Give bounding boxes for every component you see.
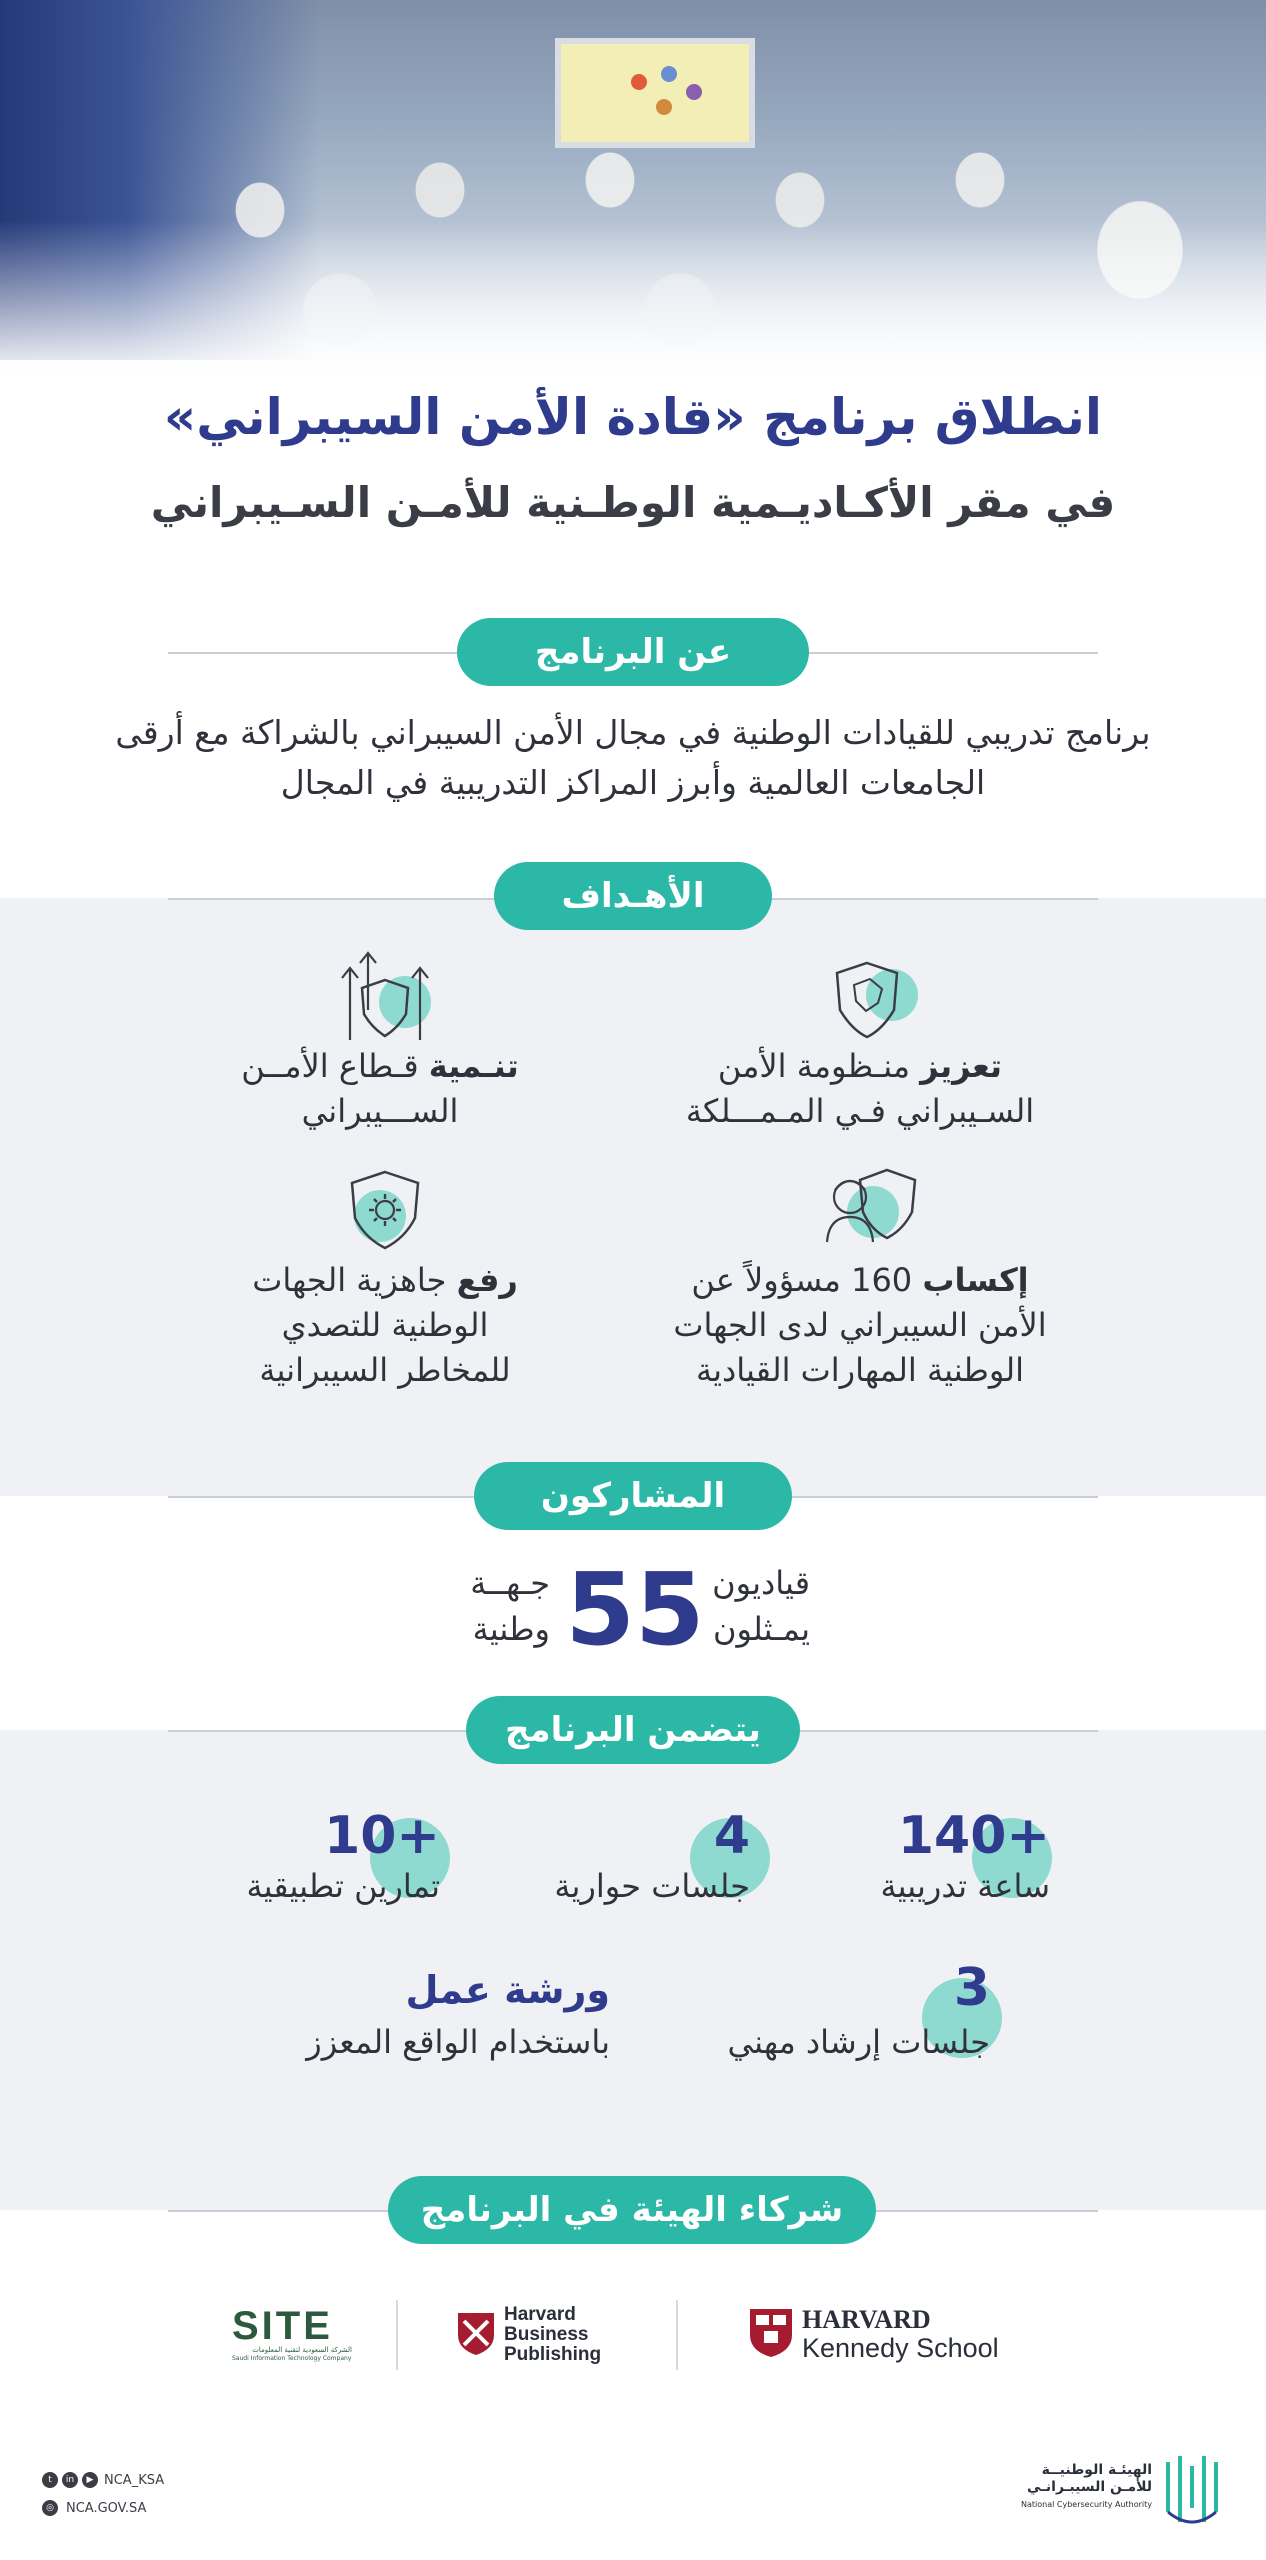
includes-section <box>0 1730 1266 2210</box>
goal-2 <box>190 1044 570 1134</box>
harvard-kennedy-school-logo <box>748 2305 1048 2365</box>
page-subtitle: في مقر الأكـاديـمية الوطـنية للأمـن السـيبراني <box>150 478 1116 527</box>
logo-separator <box>396 2300 398 2370</box>
stat-hours-label: ساعة تدريبية <box>880 1867 1050 1905</box>
hks-line1: HARVARD <box>802 2305 931 2334</box>
stat-dialogues-number: 4 <box>713 1806 750 1866</box>
hks-line2: Kennedy School <box>802 2333 999 2363</box>
shield-growth-arrows-icon <box>330 950 440 1045</box>
linkedin-icon[interactable]: in <box>62 2472 78 2488</box>
about-text <box>60 708 1206 808</box>
goal-3-text3: الوطنية المهارات القيادية <box>695 1351 1025 1389</box>
social-handle[interactable]: NCA_KSA <box>104 2473 165 2488</box>
hbp-shield-icon <box>456 2311 496 2357</box>
stat-exercises-label: تمارين تطبيقية <box>246 1867 440 1905</box>
shield-person-icon <box>815 1162 925 1252</box>
goal-3-bold: إكساب <box>922 1261 1029 1299</box>
goal-2-bold: تنـمية <box>428 1047 519 1085</box>
nca-english: National Cybersecurity Authority <box>1021 2500 1152 2509</box>
nca-emblem-icon <box>1160 2452 1230 2532</box>
nca-text <box>1002 2462 1152 2513</box>
about-line-1: برنامج تدريبي للقيادات الوطنية في مجال الأمن السيبراني بالشراكة مع أرقى <box>115 713 1151 752</box>
goals-section <box>0 898 1266 1496</box>
goals-heading: الأهـداف <box>494 862 772 930</box>
includes-heading: يتضمن البرنامج <box>466 1696 800 1764</box>
site-english: Saudi Information Technology Company <box>232 2355 352 2362</box>
goal-1-text1: منـظومة الأمن <box>717 1047 921 1085</box>
stat-mentoring-label: جلسات إرشاد مهني <box>727 2023 990 2061</box>
goal-3 <box>650 1258 1070 1393</box>
nca-arabic-line1: الهيئـة الوطنيــة <box>1041 2462 1152 2478</box>
participants-right-line1: قياديون <box>712 1564 810 1602</box>
hbp-line2: Business <box>504 2324 589 2345</box>
nca-logo <box>1000 2452 1230 2532</box>
stat-mentoring-number: 3 <box>953 1958 990 2018</box>
twitter-icon[interactable]: t <box>42 2472 58 2488</box>
goal-4-text1: جاهزية الجهات <box>252 1261 457 1299</box>
hbp-line3: Publishing <box>504 2344 602 2365</box>
participants-left-label <box>450 1560 550 1652</box>
goal-1 <box>660 1044 1060 1134</box>
participants-left-line2: وطنية <box>472 1610 550 1648</box>
stat-exercises-number: 10+ <box>324 1806 440 1866</box>
globe-icon: ◎ <box>42 2500 58 2516</box>
stat-workshop-title: ورشة عمل <box>405 1968 610 2012</box>
participants-number: 55 <box>565 1551 705 1668</box>
goal-1-text2: السـيبراني فـي المـمـــلكة <box>685 1092 1035 1130</box>
page-title: انطلاق برنامج «قادة الأمن السيبراني» <box>163 388 1103 446</box>
harvard-shield-icon <box>748 2307 794 2359</box>
goal-4-text3: للمخاطر السيبرانية <box>259 1351 511 1389</box>
goal-1-bold: تعزيز <box>920 1047 1003 1085</box>
goal-3-text1: 160 مسؤولاً عن <box>691 1261 923 1299</box>
participants-right-label <box>700 1560 810 1652</box>
website-link[interactable]: NCA.GOV.SA <box>66 2501 147 2516</box>
goal-2-text1: قـطاع الأمــن <box>241 1047 429 1085</box>
goal-3-text2: الأمن السيبراني لدى الجهات <box>673 1306 1047 1344</box>
stat-workshop-label: باستخدام الواقع المعزز <box>306 2023 610 2061</box>
participants-heading: المشاركون <box>474 1462 792 1530</box>
hero-fade <box>0 220 1266 380</box>
stat-dialogues-label: جلسات حوارية <box>554 1867 750 1905</box>
stat-hours-number: 140+ <box>897 1806 1050 1866</box>
youtube-icon[interactable]: ▶ <box>82 2472 98 2488</box>
participants-left-line1: جـهــة <box>470 1564 550 1602</box>
logo-separator <box>676 2300 678 2370</box>
goal-4-bold: رفع <box>456 1261 518 1299</box>
site-arabic: الشركة السعودية لتقنية المعلومات <box>252 2346 352 2354</box>
about-line-2: الجامعات العالمية وأبرز المراكز التدريبية في المجال <box>280 763 986 802</box>
goal-2-text2: الســـيبراني <box>301 1092 459 1130</box>
goal-4 <box>220 1258 550 1393</box>
hbp-line1: Harvard <box>504 2304 576 2325</box>
goal-4-text2: الوطنية للتصدي <box>281 1306 489 1344</box>
shield-gear-icon <box>340 1168 430 1258</box>
partners-heading: شركاء الهيئة في البرنامج <box>388 2176 876 2244</box>
about-heading: عن البرنامج <box>457 618 809 686</box>
shield-map-icon <box>822 955 922 1045</box>
harvard-business-publishing-logo <box>456 2305 636 2369</box>
nca-arabic-line2: للأمـن السيبـرانـي <box>1026 2479 1152 2495</box>
participants-right-line2: يمـثلون <box>712 1610 810 1648</box>
hero-photo <box>0 0 1266 380</box>
site-name: SITE <box>232 2304 333 2348</box>
site-logo <box>232 2306 352 2366</box>
